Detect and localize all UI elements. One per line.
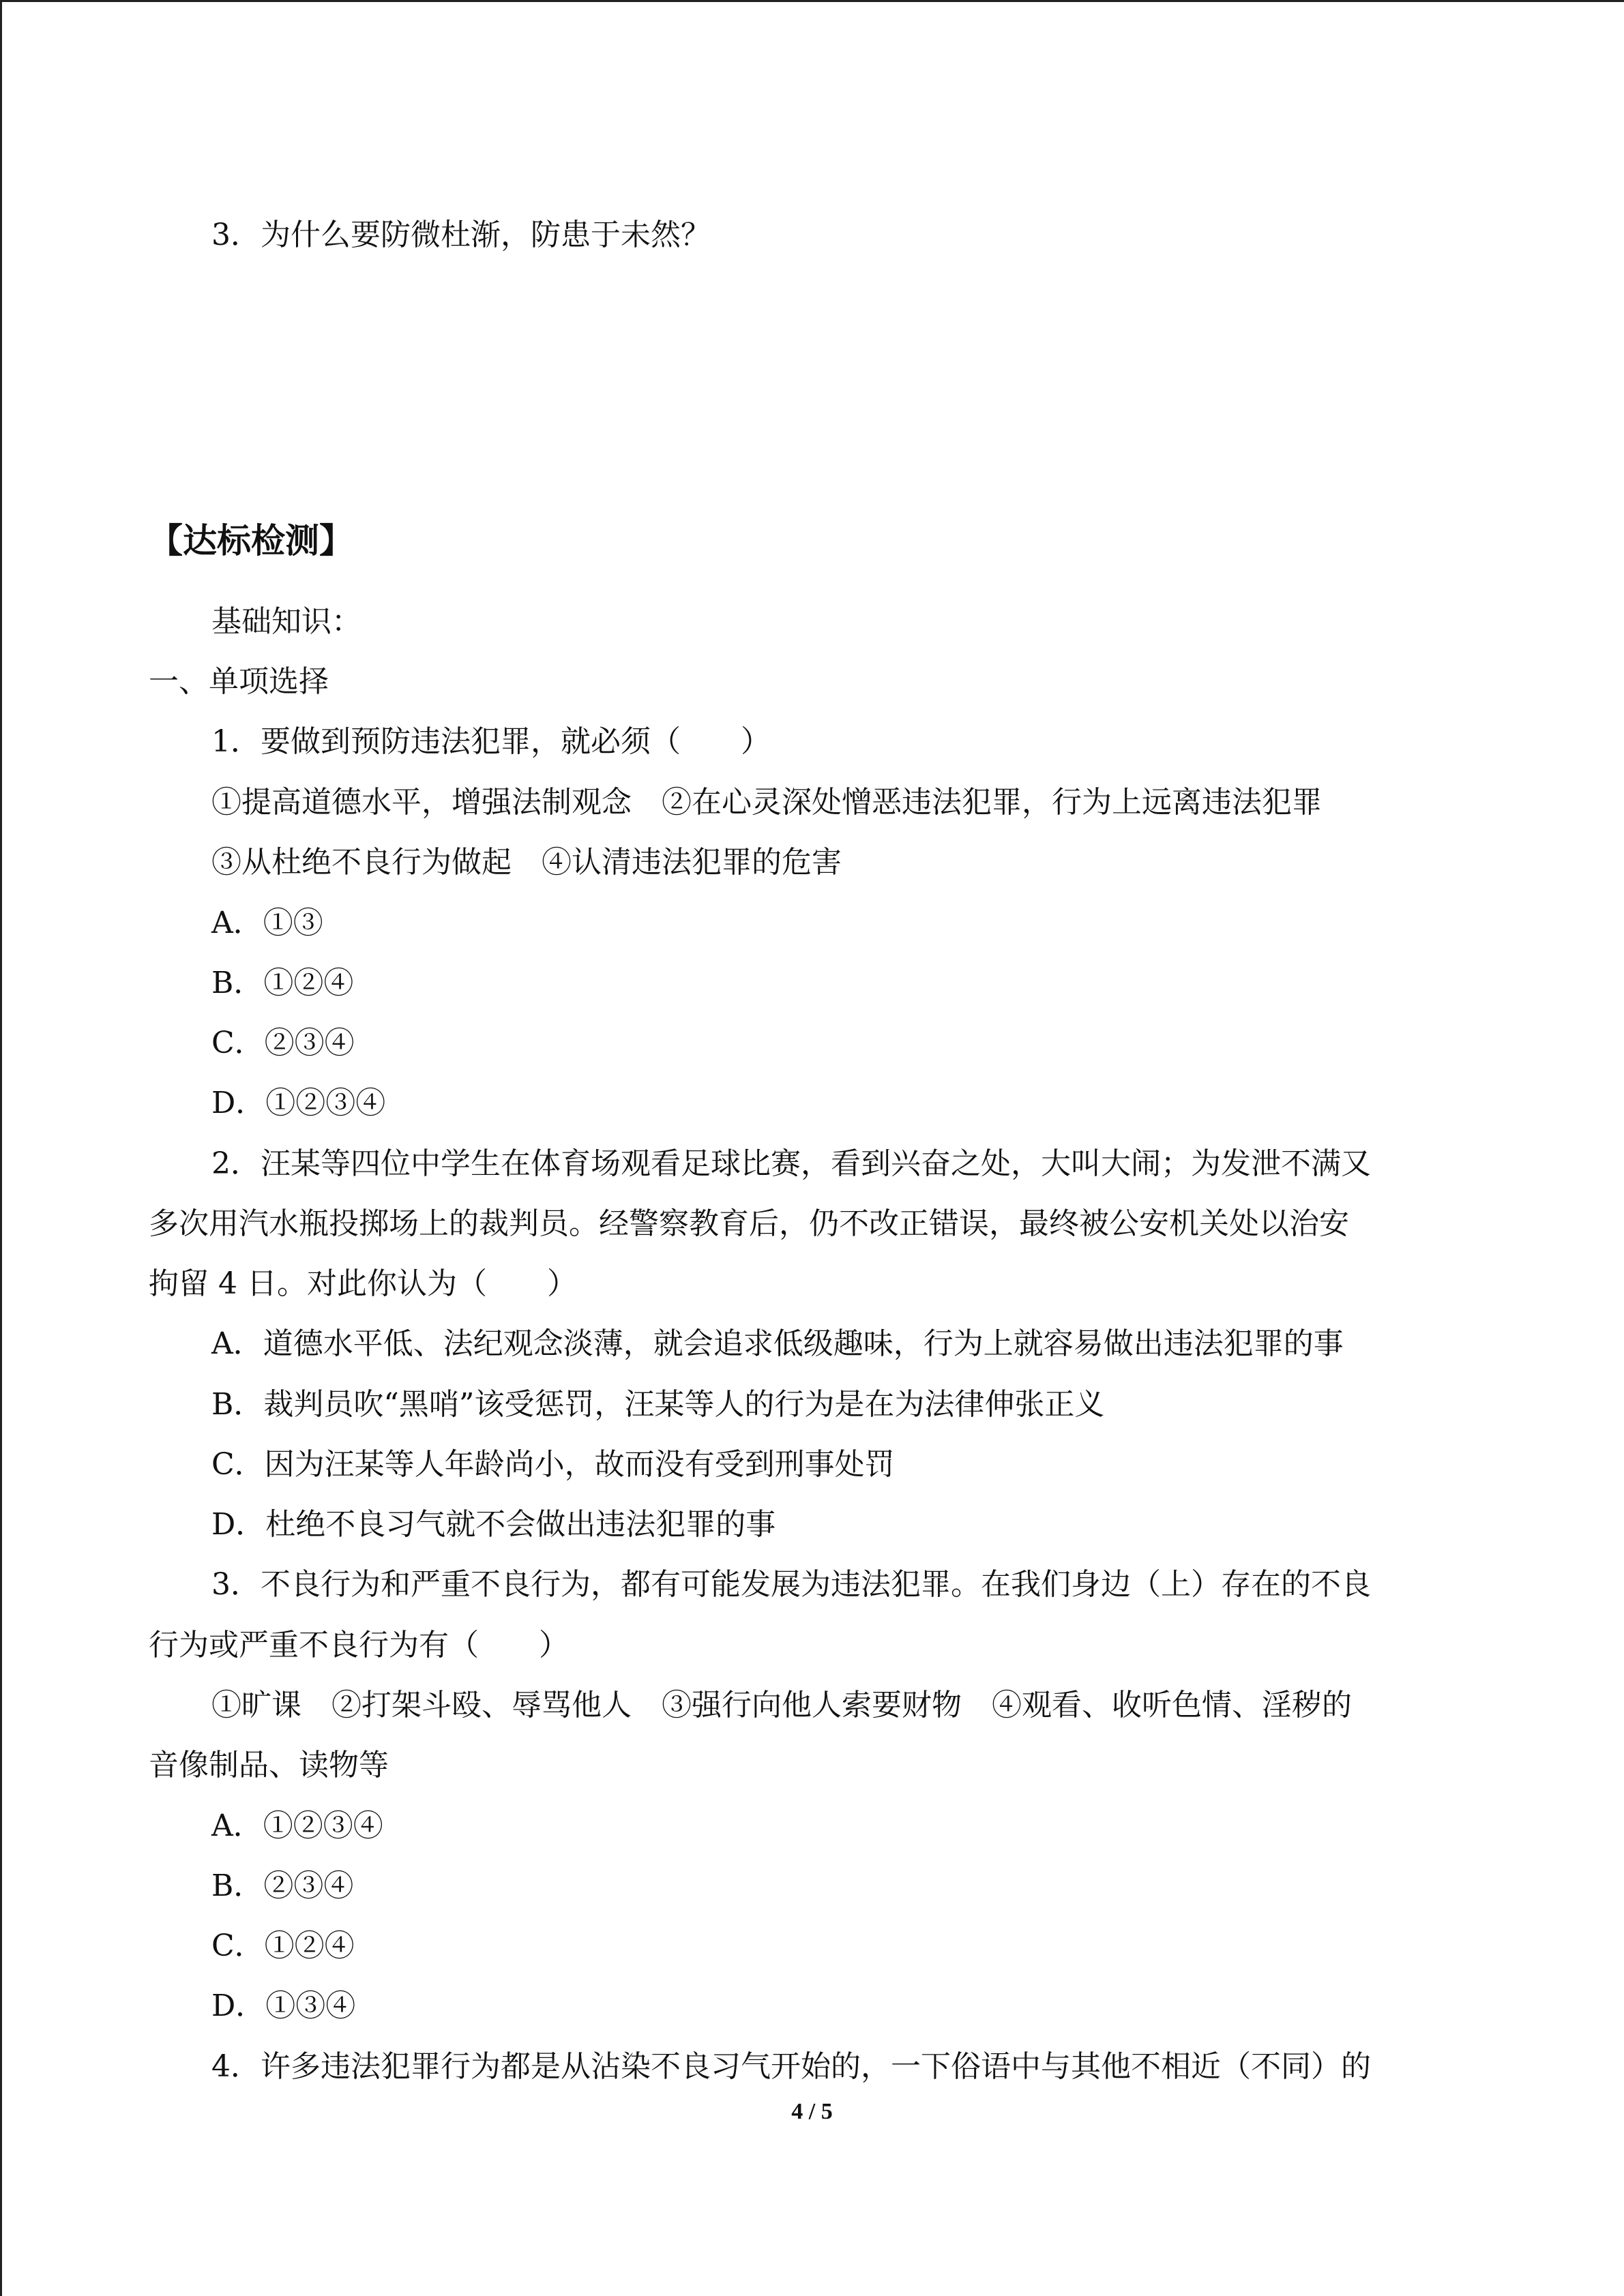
question-text: 拘留 4 日。对此你认为（ ） [149, 1266, 577, 1301]
question-text: 3．为什么要防微杜渐，防患于未然？ [211, 218, 711, 252]
answer-option: B．①②④ [211, 966, 354, 1000]
answer-option: D．杜绝不良习气就不会做出违法犯罪的事 [211, 1507, 776, 1542]
answer-option: D．①②③④ [211, 1086, 386, 1120]
answer-option: D．①③④ [211, 1988, 356, 2023]
statement-text: ③从杜绝不良行为做起 ④认清违法犯罪的危害 [211, 845, 842, 880]
answer-option: C．①②④ [211, 1928, 355, 1963]
answer-option: A．道德水平低、法纪观念淡薄，就会追求低级趣味，行为上就容易做出违法犯罪的事 [211, 1326, 1344, 1361]
section-heading: 【达标检测】 [149, 520, 353, 561]
statement-text: ①提高道德水平，增强法制观念 ②在心灵深处憎恶违法犯罪，行为上远离违法犯罪 [211, 785, 1322, 820]
answer-option: A．①③ [211, 906, 323, 940]
question-text: 行为或严重不良行为有（ ） [149, 1628, 569, 1663]
statement-text: ①旷课 ②打架斗殴、辱骂他人 ③强行向他人索要财物 ④观看、收听色情、淫秽的 [211, 1688, 1352, 1723]
answer-option: C．因为汪某等人年龄尚小，故而没有受到刑事处罚 [211, 1447, 895, 1482]
question-text: 1．要做到预防违法犯罪，就必须（ ） [211, 724, 771, 759]
answer-option: A．①②③④ [211, 1808, 383, 1843]
page-number: 4 / 5 [791, 2099, 833, 2124]
answer-option: B．裁判员吹“黑哨”该受惩罚，汪某等人的行为是在为法律伸张正义 [211, 1387, 1105, 1422]
question-text: 4．许多违法犯罪行为都是从沾染不良习气开始的，一下俗语中与其他不相近（不同）的 [211, 2049, 1371, 2084]
answer-option: C．②③④ [211, 1026, 355, 1060]
subsection-label: 基础知识： [211, 604, 361, 639]
question-text: 多次用汽水瓶投掷场上的裁判员。经警察教育后，仍不改正错误，最终被公安机关处以治安 [149, 1206, 1349, 1241]
subsection-label: 一、单项选择 [149, 664, 329, 699]
question-text: 3．不良行为和严重不良行为，都有可能发展为违法犯罪。在我们身边（上）存在的不良 [211, 1567, 1371, 1602]
statement-text: 音像制品、读物等 [149, 1748, 389, 1783]
question-text: 2．汪某等四位中学生在体育场观看足球比赛，看到兴奋之处，大叫大闹；为发泄不满又 [211, 1146, 1371, 1181]
answer-option: B．②③④ [211, 1868, 354, 1903]
